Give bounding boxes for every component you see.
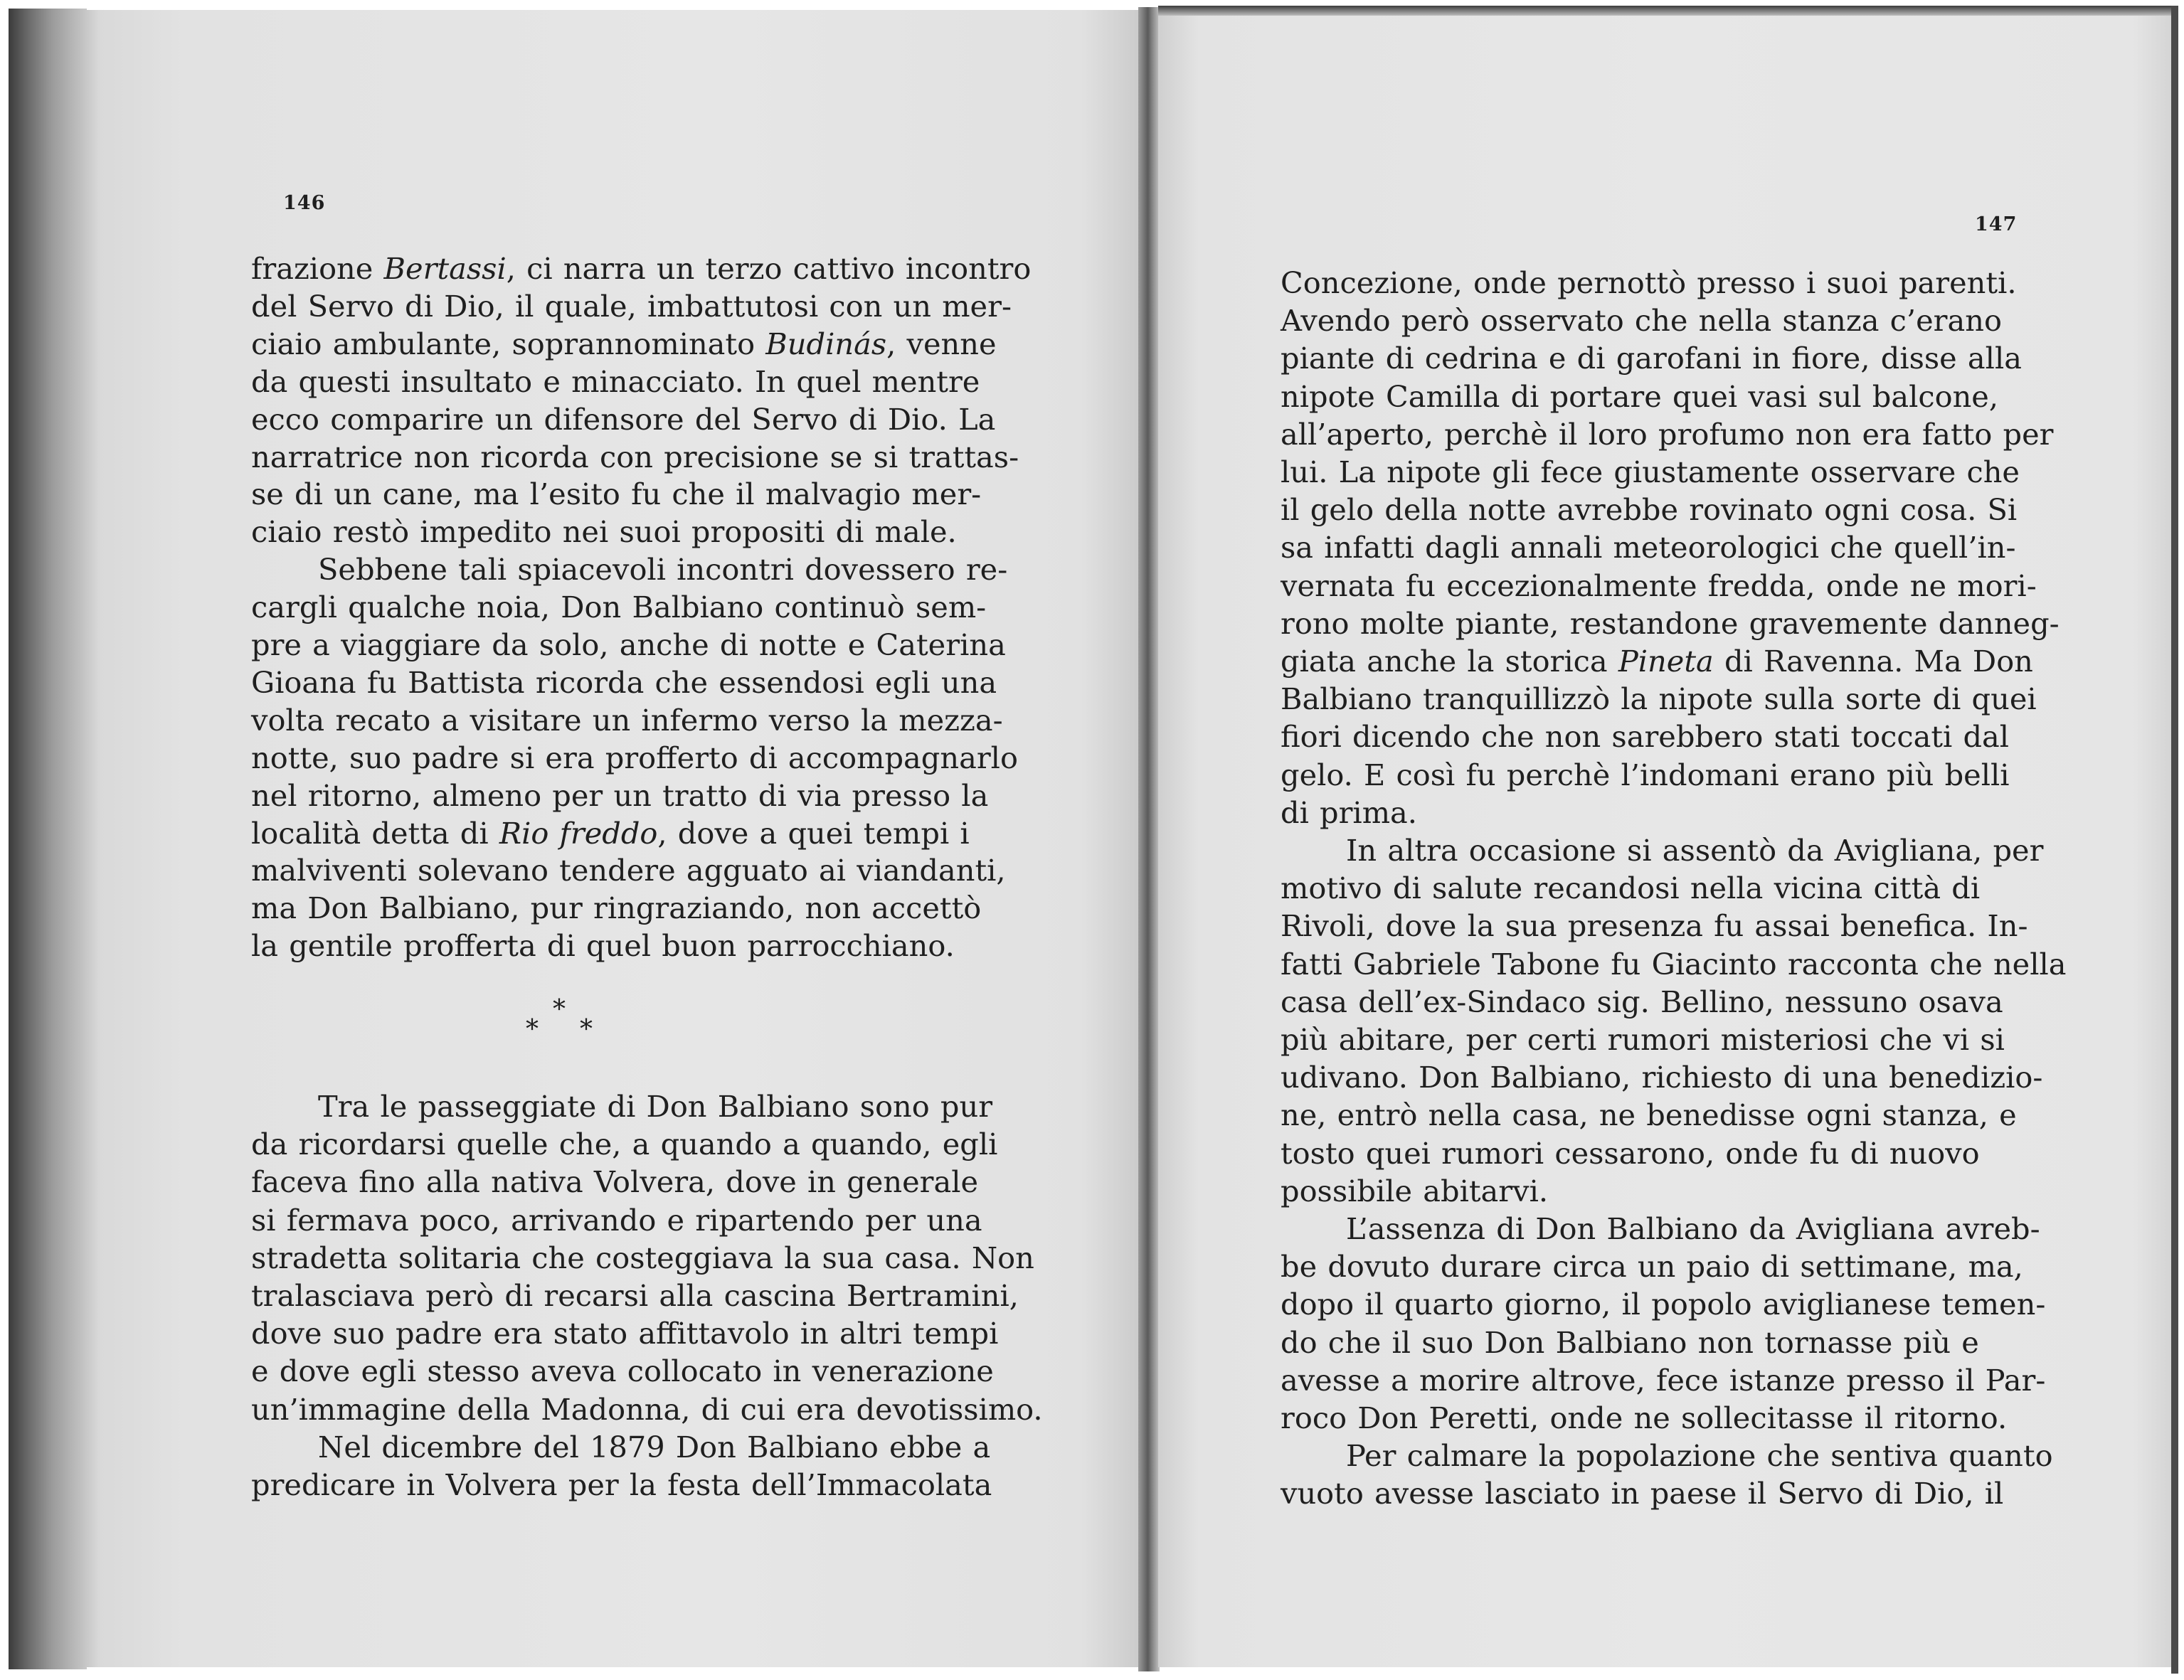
text-span: dove suo padre era stato affittavolo in altri tempi: [251, 1316, 999, 1351]
text-line: [251, 890, 981, 927]
text-span: fatti Gabriele Tabone fu Giacinto racconta che nella: [1281, 946, 2067, 982]
text-line: [1281, 1362, 2045, 1399]
text-span: narratrice non ricorda con precisione se si trattas-: [251, 439, 1019, 474]
text-span: Concezione, onde pernottò presso i suoi parenti.: [1281, 265, 2017, 300]
italic-text: Budinás: [765, 326, 887, 361]
text-span: , ci narra un terzo cattivo incontro: [506, 251, 1032, 286]
text-span: il gelo della notte avrebbe rovinato ogni cosa. Si: [1281, 492, 2018, 528]
text-span: fiori dicendo che non sarebbero stati toccati dal: [1281, 719, 2010, 755]
text-span: si fermava poco, arrivando e ripartendo per una: [251, 1202, 982, 1238]
page-top-edge: [1158, 6, 2175, 16]
text-line: [1281, 1059, 2042, 1096]
text-line: [1281, 491, 2017, 528]
text-span: avesse a morire altrove, fece istanze presso il Par-: [1281, 1362, 2046, 1398]
text-line: [1281, 1211, 2040, 1248]
text-line: [1281, 454, 2020, 491]
text-span: udivano. Don Balbiano, richiesto di una benedizio-: [1281, 1060, 2043, 1095]
text-span: cargli qualche noia, Don Balbiano continuò sem-: [251, 590, 987, 625]
text-line: [1281, 1097, 2017, 1134]
text-line: [251, 815, 970, 852]
text-span: Tra le passeggiate di Don Balbiano sono pur: [318, 1089, 993, 1124]
text-line: [1281, 908, 2028, 945]
text-span: Gioana fu Battista ricorda che essendosi egli una: [251, 664, 997, 700]
text-line: [251, 363, 980, 400]
text-span: motivo di salute recandosi nella vicina città di: [1281, 871, 1981, 906]
text-span: Sebbene tali spiacevoli incontri dovessero re-: [318, 552, 1008, 588]
page-number: 146: [283, 192, 326, 214]
text-span: ma Don Balbiano, pur ringraziando, non accettò: [251, 890, 982, 926]
text-span: giata anche la storica: [1281, 644, 1618, 679]
text-span: ecco comparire un difensore del Servo di Dio. La: [251, 401, 996, 437]
text-span: Balbiano tranquillizzò la nipote sulla sorte di quei: [1281, 681, 2037, 717]
left-page: [78, 10, 1145, 1667]
text-span: da questi insultato e minacciato. In quel mentre: [251, 363, 980, 399]
text-line: [251, 401, 995, 438]
text-line: [251, 702, 1003, 739]
text-line: [1281, 1135, 1980, 1172]
text-line: [1281, 718, 2009, 755]
text-line: [1281, 1324, 1979, 1361]
text-span: Avendo però osservato che nella stanza c’erano: [1281, 303, 2002, 339]
text-span: piante di cedrina e di garofani in fiore, disse alla: [1281, 341, 2022, 376]
text-line: [251, 627, 1006, 664]
text-span: di prima.: [1281, 794, 1417, 830]
text-span: ne, entrò nella casa, ne benedisse ogni stanza, e: [1281, 1097, 2017, 1133]
text-line: [251, 288, 1012, 325]
text-span: Nel dicembre del 1879 Don Balbiano ebbe a: [318, 1429, 991, 1464]
text-line: [1281, 1400, 2007, 1437]
text-line: [1281, 265, 2017, 302]
text-span: all’aperto, perchè il loro profumo non era fatto per: [1281, 416, 2054, 452]
text-line: [251, 1126, 997, 1163]
text-line: [251, 514, 957, 551]
text-line: [251, 1315, 998, 1352]
text-span: stradetta solitaria che costeggiava la sua casa. Non: [251, 1240, 1034, 1275]
text-line: [251, 1429, 990, 1466]
text-line: [1281, 757, 2010, 794]
book-gutter: [1138, 7, 1160, 1671]
text-line: [251, 326, 997, 363]
text-line: [1281, 378, 1998, 415]
text-span: Per calmare la popolazione che sentiva quanto: [1346, 1438, 2053, 1474]
text-line: [1281, 568, 2037, 605]
text-span: e dove egli stesso aveva collocato in venerazione: [251, 1354, 994, 1389]
text-span: pre a viaggiare da solo, anche di notte e Caterina: [251, 627, 1006, 662]
text-line: [1281, 1475, 2003, 1512]
italic-text: Pineta: [1618, 644, 1714, 679]
text-line: [1281, 1173, 1548, 1210]
text-line: [251, 852, 1006, 889]
text-span: ciaio ambulante, soprannominato: [251, 326, 766, 361]
text-line: [251, 1467, 992, 1504]
text-line: [251, 740, 1018, 777]
text-line: [251, 927, 955, 964]
text-line: [251, 589, 986, 626]
text-line: [1281, 605, 2060, 642]
text-line: [251, 250, 1031, 287]
text-line: [1281, 870, 1980, 907]
text-span: roco Don Peretti, onde ne sollecitasse il ritorno.: [1281, 1400, 2008, 1435]
text-line: [1281, 681, 2037, 718]
text-line: [1281, 302, 2002, 339]
text-line: [1281, 643, 2033, 680]
book-edge: [2171, 6, 2178, 1674]
text-span: da ricordarsi quelle che, a quando a quando, egli: [251, 1127, 998, 1162]
text-line: [251, 1202, 982, 1239]
text-line: [251, 1353, 994, 1390]
text-span: malviventi solevano tendere agguato ai viandanti,: [251, 853, 1006, 888]
text-line: [1281, 946, 2067, 983]
text-span: predicare in Volvera per la festa dell’Immacolata: [251, 1467, 992, 1502]
text-line: [251, 551, 1007, 588]
text-line: [251, 1277, 1019, 1314]
text-line: [1281, 416, 2054, 453]
text-span: un’immagine della Madonna, di cui era devotissimo.: [251, 1391, 1043, 1427]
text-span: la gentile profferta di quel buon parrocchiano.: [251, 928, 955, 964]
text-span: del Servo di Dio, il quale, imbattutosi con un mer-: [251, 288, 1012, 324]
text-span: , dove a quei tempi i: [657, 815, 970, 851]
text-line: [1281, 529, 2016, 566]
text-span: tralasciava però di recarsi alla cascina Bertramini,: [251, 1278, 1019, 1313]
text-span: possibile abitarvi.: [1281, 1173, 1549, 1208]
text-line: [251, 1164, 978, 1201]
text-line: [1281, 832, 2043, 869]
text-span: be dovuto durare circa un paio di settimane, ma,: [1281, 1249, 2023, 1285]
text-span: gelo. E così fu perchè l’indomani erano più belli: [1281, 757, 2010, 792]
text-span: casa dell’ex-Sindaco sig. Bellino, nessuno osava: [1281, 984, 2003, 1019]
text-span: vernata fu eccezionalmente fredda, onde ne mori-: [1281, 568, 2037, 603]
text-span: volta recato a visitare un infermo verso la mezza-: [251, 702, 1003, 738]
text-span: nel ritorno, almeno per un tratto di via presso la: [251, 777, 989, 813]
text-span: se di un cane, ma l’esito fu che il malvagio mer-: [251, 477, 982, 512]
text-line: [1281, 794, 1417, 831]
text-span: In altra occasione si assentò da Avigliana, per: [1346, 833, 2044, 868]
text-span: sa infatti dagli annali meteorologici che quell’in-: [1281, 530, 2016, 565]
asterism-star: *: [526, 1015, 539, 1044]
text-line: [1281, 1286, 2045, 1323]
asterism-star: *: [580, 1015, 593, 1044]
text-line: [251, 777, 988, 814]
asterism-star: *: [553, 995, 566, 1024]
text-span: di Ravenna. Ma Don: [1713, 644, 2033, 679]
text-line: [251, 476, 981, 513]
text-span: , venne: [886, 326, 997, 361]
text-span: località detta di: [251, 815, 499, 851]
text-line: [251, 664, 997, 701]
text-span: vuoto avesse lasciato in paese il Servo di Dio, il: [1281, 1476, 2004, 1511]
text-span: frazione: [251, 251, 384, 286]
text-span: ciaio restò impedito nei suoi propositi di male.: [251, 514, 957, 550]
text-span: tosto quei rumori cessarono, onde fu di nuovo: [1281, 1135, 1980, 1171]
text-span: lui. La nipote gli fece giustamente osservare che: [1281, 454, 2020, 489]
text-span: più abitare, per certi rumori misteriosi che vi si: [1281, 1022, 2005, 1057]
text-span: nipote Camilla di portare quei vasi sul balcone,: [1281, 378, 1999, 414]
text-span: rono molte piante, restandone gravemente danneg-: [1281, 605, 2060, 641]
text-line: [251, 1240, 1034, 1277]
text-line: [1281, 984, 2003, 1021]
text-line: [251, 439, 1019, 476]
text-span: Rivoli, dove la sua presenza fu assai benefica. In-: [1281, 908, 2028, 944]
text-line: [251, 1088, 992, 1125]
page-number: 147: [1975, 213, 2018, 235]
text-line: [251, 1391, 1043, 1428]
italic-text: Rio freddo: [499, 815, 658, 851]
text-line: [1281, 340, 2022, 377]
text-line: [1281, 1021, 2005, 1058]
book-edge: [9, 9, 87, 1669]
right-page: [1158, 10, 2174, 1667]
italic-text: Bertassi: [383, 251, 507, 286]
text-span: do che il suo Don Balbiano non tornasse più e: [1281, 1324, 1979, 1360]
text-span: dopo il quarto giorno, il popolo aviglianese temen-: [1281, 1287, 2046, 1322]
text-span: L’assenza di Don Balbiano da Avigliana avreb-: [1346, 1211, 2040, 1246]
text-span: notte, suo padre si era profferto di accompagnarlo: [251, 740, 1018, 775]
text-span: faceva fino alla nativa Volvera, dove in generale: [251, 1164, 979, 1200]
text-line: [1281, 1437, 2053, 1474]
text-line: [1281, 1248, 2023, 1285]
